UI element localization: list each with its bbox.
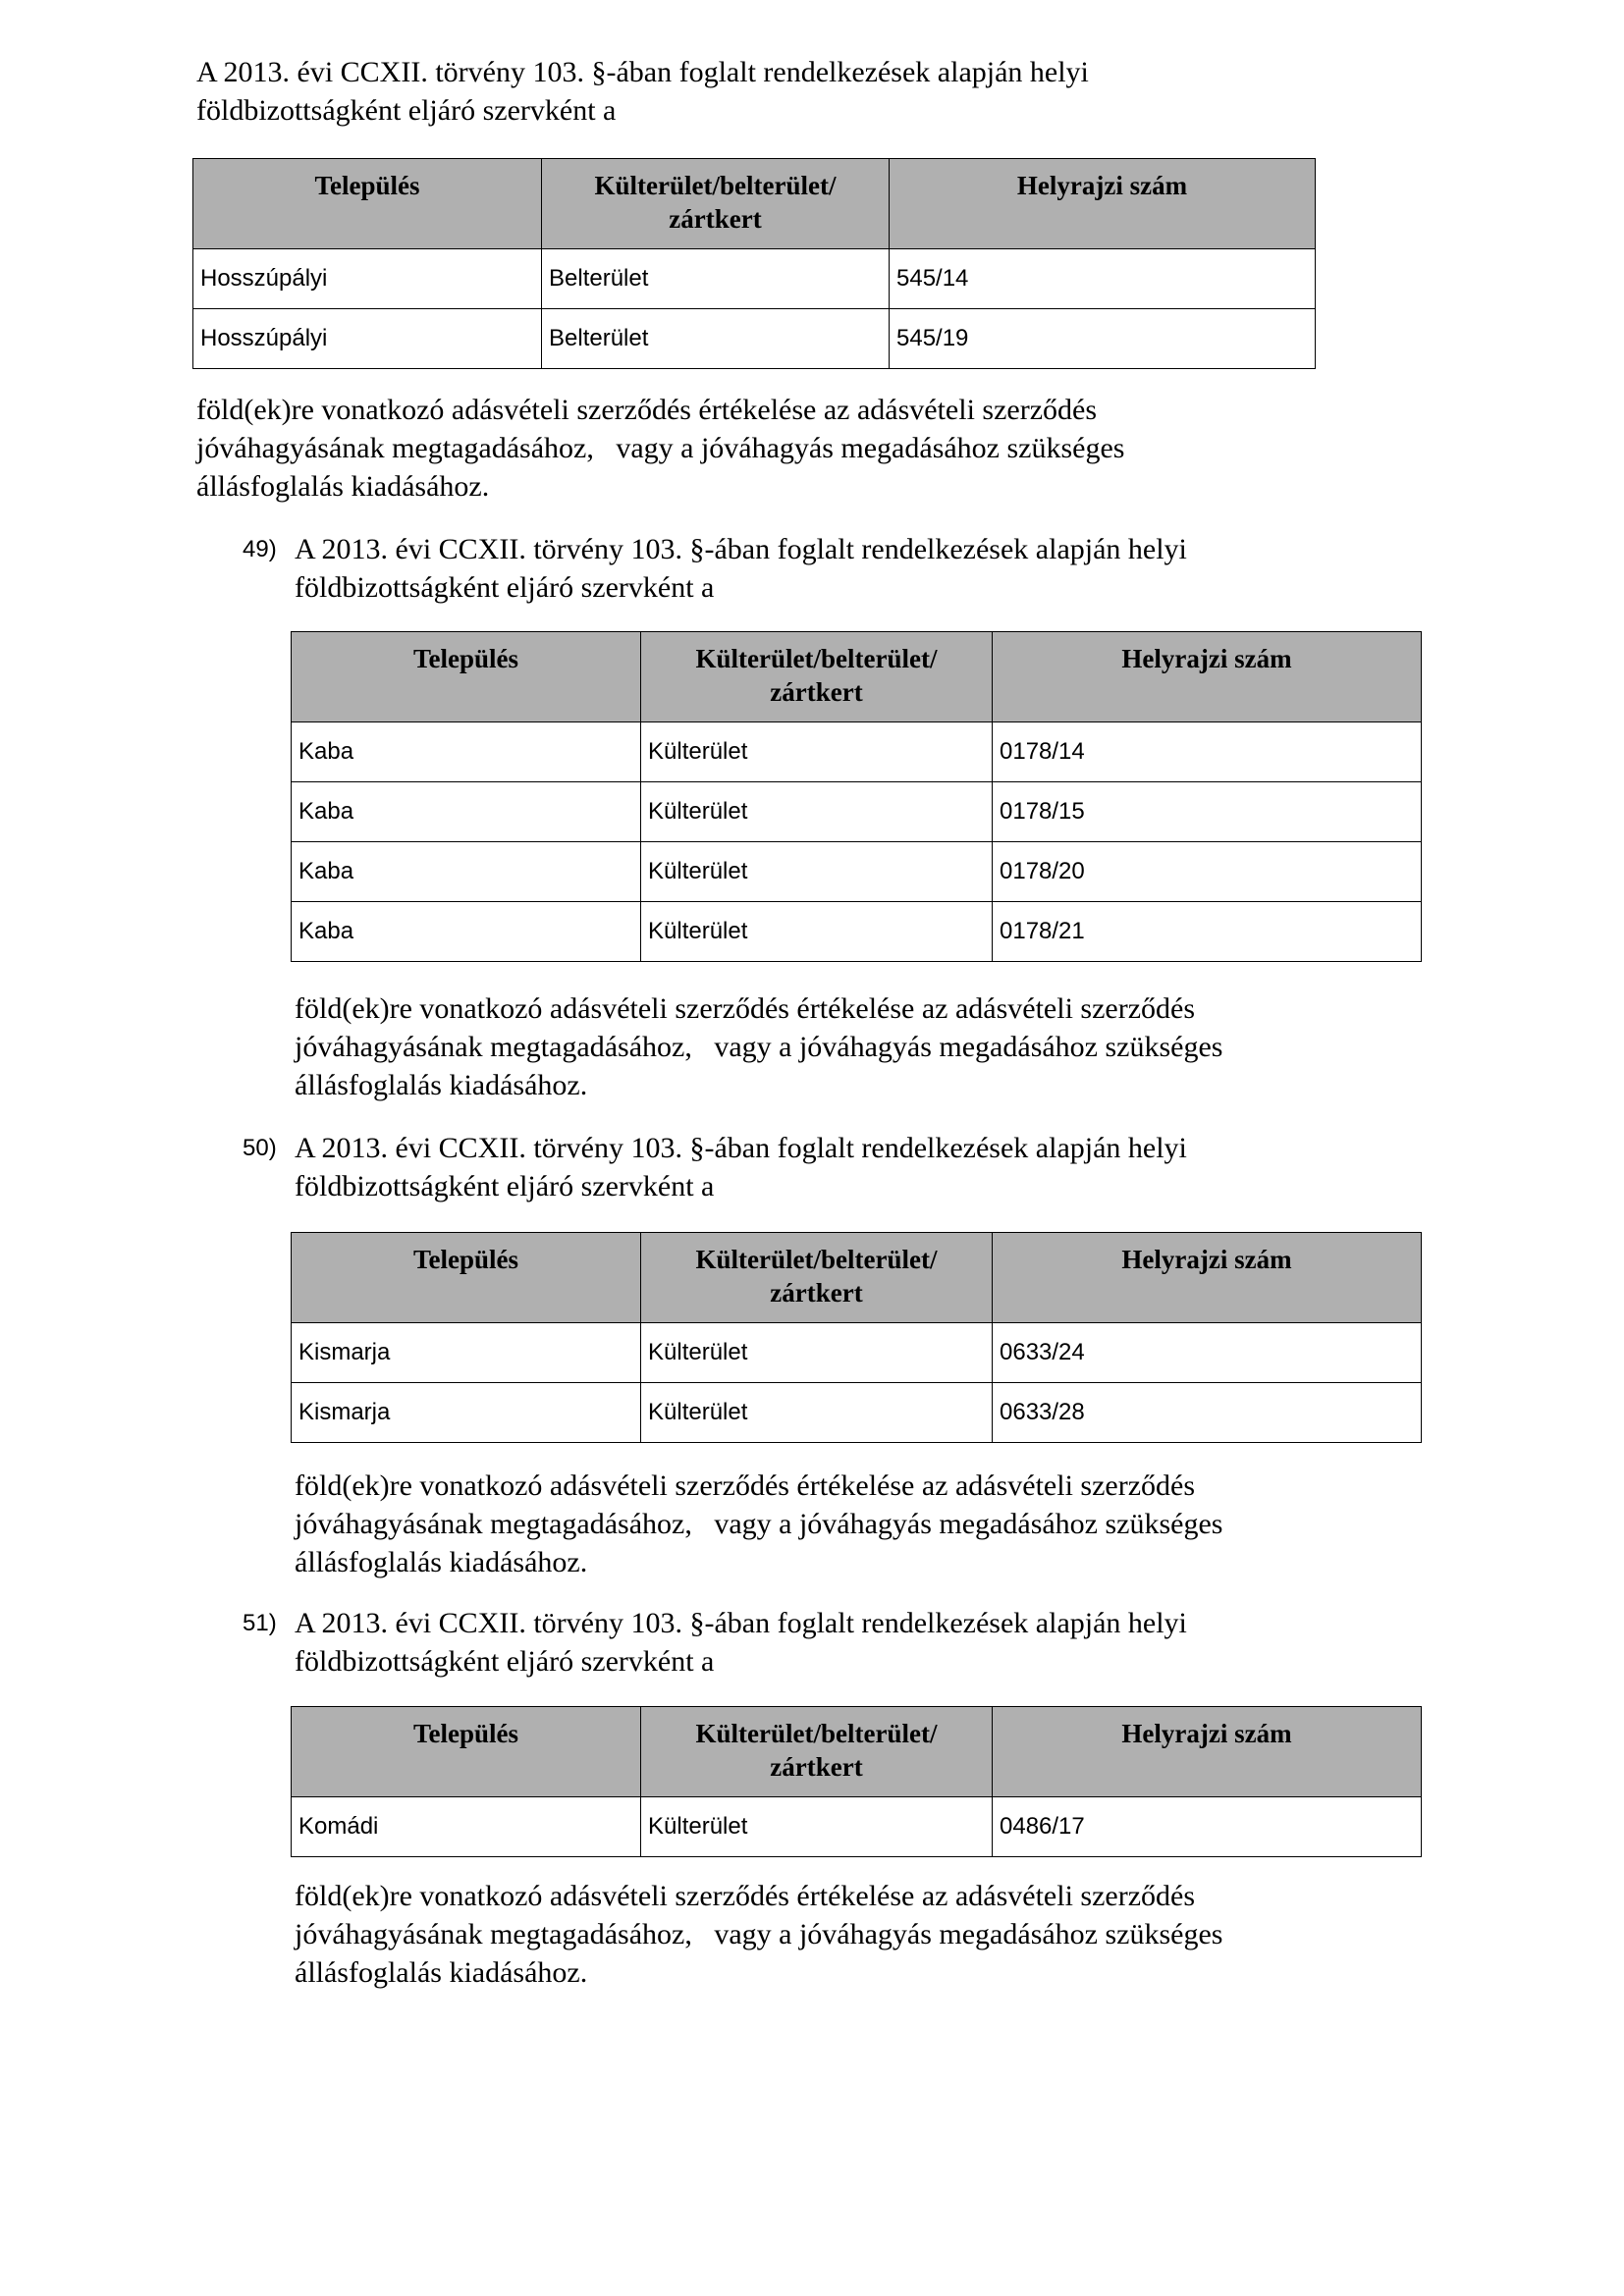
outro-paragraph: [295, 1467, 1222, 1581]
cell-terulet: Külterület: [641, 902, 993, 962]
table-header-row: [292, 632, 1422, 722]
table-row: [193, 249, 1316, 309]
header-terulet-line1: Külterület/belterület/: [695, 1245, 938, 1274]
intro-line: A 2013. évi CCXII. törvény 103. §-ában foglalt rendelkezések alapján helyi: [295, 1132, 1187, 1164]
intro-paragraph: [295, 1129, 1187, 1205]
header-terulet: [641, 1707, 993, 1797]
outro-paragraph: [196, 391, 1124, 506]
cell-hrsz: 0633/24: [993, 1323, 1422, 1383]
outro-line: föld(ek)re vonatkozó adásvételi szerződés értékelése az adásvételi szerződés: [295, 1880, 1196, 1912]
cell-telepules: Komádi: [292, 1797, 641, 1857]
intro-paragraph: [196, 53, 1089, 130]
cell-telepules: Kaba: [292, 722, 641, 782]
table-row: [292, 842, 1422, 902]
intro-paragraph: [295, 1604, 1187, 1681]
item-number: 50): [243, 1135, 277, 1161]
header-terulet: [641, 1233, 993, 1323]
table-row: [292, 722, 1422, 782]
outro-line: állásfoglalás kiadásához.: [295, 1956, 588, 1989]
cell-telepules: Hosszúpályi: [193, 249, 542, 309]
parcel-table: [291, 1232, 1422, 1443]
cell-hrsz: 0178/21: [993, 902, 1422, 962]
outro-paragraph: [295, 989, 1222, 1104]
cell-terulet: Külterület: [641, 722, 993, 782]
header-telepules: Település: [292, 1233, 641, 1323]
outro-line: föld(ek)re vonatkozó adásvételi szerződés értékelése az adásvételi szerződés: [196, 394, 1098, 426]
table-row: [292, 782, 1422, 842]
header-terulet-line1: Külterület/belterület/: [695, 644, 938, 673]
header-telepules: Település: [292, 1707, 641, 1797]
header-hrsz: Helyrajzi szám: [993, 1233, 1422, 1323]
cell-terulet: Külterület: [641, 782, 993, 842]
header-terulet: [542, 159, 890, 249]
intro-line: A 2013. évi CCXII. törvény 103. §-ában foglalt rendelkezések alapján helyi: [295, 1607, 1187, 1639]
header-hrsz: Helyrajzi szám: [993, 632, 1422, 722]
cell-hrsz: 0178/20: [993, 842, 1422, 902]
outro-line: jóváhagyásának megtagadásához, vagy a jóváhagyás megadásához szükséges: [295, 1918, 1223, 1950]
outro-line: föld(ek)re vonatkozó adásvételi szerződés értékelése az adásvételi szerződés: [295, 992, 1196, 1025]
cell-terulet: Külterület: [641, 1323, 993, 1383]
cell-telepules: Kaba: [292, 842, 641, 902]
outro-line: jóváhagyásának megtagadásához, vagy a jóváhagyás megadásához szükséges: [196, 432, 1125, 464]
cell-terulet: Külterület: [641, 842, 993, 902]
cell-hrsz: 0486/17: [993, 1797, 1422, 1857]
cell-hrsz: 0633/28: [993, 1383, 1422, 1443]
cell-terulet: Belterület: [542, 309, 890, 369]
table-row: [292, 1797, 1422, 1857]
cell-hrsz: 0178/14: [993, 722, 1422, 782]
cell-telepules: Kaba: [292, 902, 641, 962]
intro-line: földbizottságként eljáró szervként a: [295, 1645, 715, 1678]
table-header-row: [193, 159, 1316, 249]
intro-line: földbizottságként eljáró szervként a: [196, 94, 617, 127]
header-terulet-line1: Külterület/belterület/: [594, 171, 837, 200]
table-row: [292, 1323, 1422, 1383]
intro-line: A 2013. évi CCXII. törvény 103. §-ában foglalt rendelkezések alapján helyi: [295, 533, 1187, 565]
cell-hrsz: 545/19: [890, 309, 1316, 369]
outro-line: állásfoglalás kiadásához.: [295, 1546, 588, 1578]
header-terulet-line2: zártkert: [669, 204, 762, 234]
outro-line: jóváhagyásának megtagadásához, vagy a jóváhagyás megadásához szükséges: [295, 1031, 1223, 1063]
table-header-row: [292, 1707, 1422, 1797]
header-hrsz: Helyrajzi szám: [993, 1707, 1422, 1797]
header-terulet-line2: zártkert: [770, 677, 863, 707]
cell-hrsz: 545/14: [890, 249, 1316, 309]
cell-telepules: Kismarja: [292, 1383, 641, 1443]
outro-line: jóváhagyásának megtagadásához, vagy a jóváhagyás megadásához szükséges: [295, 1508, 1223, 1540]
table-row: [292, 1383, 1422, 1443]
cell-hrsz: 0178/15: [993, 782, 1422, 842]
header-terulet-line2: zártkert: [770, 1752, 863, 1782]
intro-line: A 2013. évi CCXII. törvény 103. §-ában foglalt rendelkezések alapján helyi: [196, 56, 1089, 88]
intro-line: földbizottságként eljáró szervként a: [295, 571, 715, 604]
outro-line: föld(ek)re vonatkozó adásvételi szerződés értékelése az adásvételi szerződés: [295, 1469, 1196, 1502]
header-terulet-line2: zártkert: [770, 1278, 863, 1308]
header-telepules: Település: [193, 159, 542, 249]
cell-terulet: Külterület: [641, 1383, 993, 1443]
cell-terulet: Belterület: [542, 249, 890, 309]
outro-line: állásfoglalás kiadásához.: [295, 1069, 588, 1101]
intro-line: földbizottságként eljáró szervként a: [295, 1170, 715, 1202]
header-terulet: [641, 632, 993, 722]
cell-telepules: Kismarja: [292, 1323, 641, 1383]
cell-terulet: Külterület: [641, 1797, 993, 1857]
parcel-table: [291, 1706, 1422, 1857]
table-row: [193, 309, 1316, 369]
intro-paragraph: [295, 530, 1187, 607]
item-number: 51): [243, 1610, 277, 1636]
item-number: 49): [243, 536, 277, 562]
outro-paragraph: [295, 1877, 1222, 1992]
header-hrsz: Helyrajzi szám: [890, 159, 1316, 249]
parcel-table: [192, 158, 1316, 369]
table-row: [292, 902, 1422, 962]
outro-line: állásfoglalás kiadásához.: [196, 470, 490, 503]
cell-telepules: Hosszúpályi: [193, 309, 542, 369]
header-terulet-line1: Külterület/belterület/: [695, 1719, 938, 1748]
header-telepules: Település: [292, 632, 641, 722]
table-header-row: [292, 1233, 1422, 1323]
parcel-table: [291, 631, 1422, 962]
cell-telepules: Kaba: [292, 782, 641, 842]
